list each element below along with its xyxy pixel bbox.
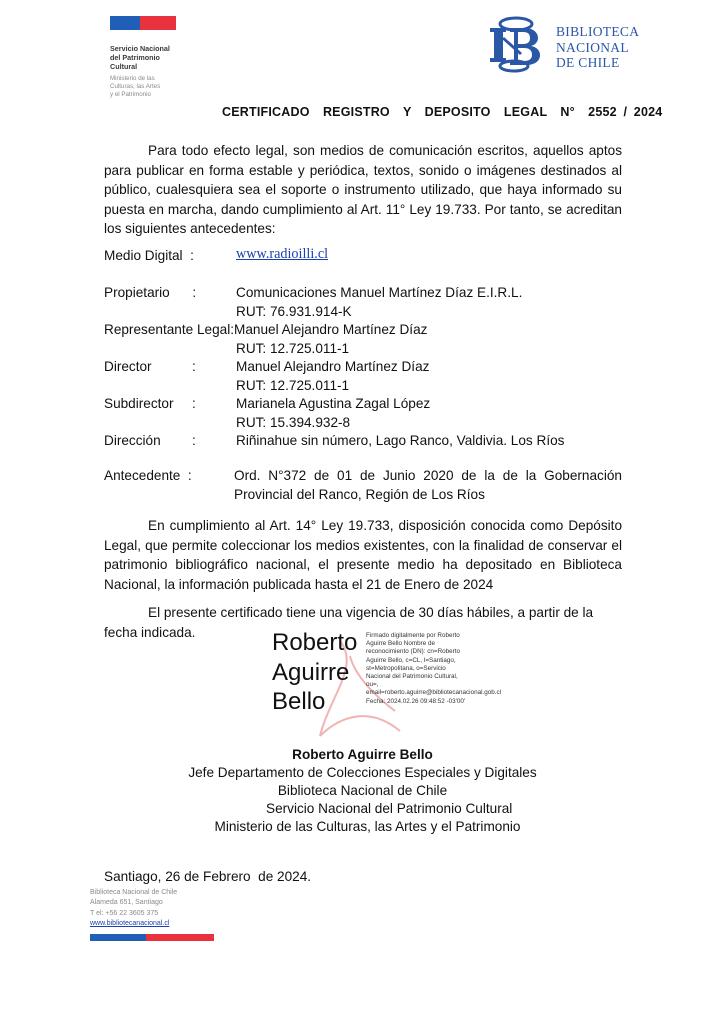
ministry-line: Culturas, las Artes [110,83,161,90]
intro-paragraph [104,141,622,239]
field-label: Subdirector [104,396,174,411]
validity-text: El presente certificado tiene una vigencia de 30 días hábiles, a partir de la fecha indicada. [104,605,594,640]
footer-contact [90,888,177,929]
signature-name-line: Aguirre [272,658,350,686]
institution-line: Servicio Nacional [110,44,170,53]
signature-name-line: Roberto [272,629,358,656]
footer-website-link[interactable]: www.bibliotecanacional.cl [90,919,170,927]
signer-org: Servicio Nacional del Patrimonio Cultural [266,801,513,816]
ministry-line: Ministerio de las [110,75,155,82]
bnc-logo-text [556,24,639,71]
rut-value: RUT: 12.725.011-1 [236,378,350,393]
bnc-logo-line: DE CHILE [556,55,620,70]
institution-name [110,44,230,71]
field-colon: : [192,359,196,374]
field-value: Comunicaciones Manuel Martínez Díaz E.I.R.L. [236,285,523,300]
signer-position: Jefe Departamento de Colecciones Especiales y Digitales [188,765,537,780]
field-label: Representante Legal: [104,322,234,337]
intro-text: Para todo efecto legal, son medios de comunicación escritos, aquellos aptos para publicar en forma estable y periódica, textos, sonido o imágenes destinados al público, cualesquiera sea el soporte o instrumento utilizado, que haya informado su puesta en marcha, dando cumplimiento al Art. 11° Ley 19.733. Por tanto, se acreditan los siguientes antecedentes: [104,143,622,237]
certificate-title: CERTIFICADO REGISTRO Y DEPOSITO LEGAL N° 2552 / 2024 [222,105,663,119]
flag-red-segment [140,16,176,30]
signer-org: Biblioteca Nacional de Chile [277,783,448,798]
field-value: Ord. N°372 de 01 de Junio 2020 de la de la Gobernación Provincial del Ranco, Región de Los Ríos [234,468,622,502]
institution-line: Cultural [110,62,138,71]
flag-bar-logo [110,16,176,30]
footer-line: Biblioteca Nacional de Chile [90,889,178,896]
flag-blue-segment [110,16,140,30]
bnc-monogram-icon [486,15,546,73]
rut-value: RUT: 15.394.932-8 [236,415,351,430]
field-label: Propietario : [104,285,197,300]
field-label: Director [104,359,152,374]
ministry-name [110,75,230,99]
field-value: Manuel Alejandro Martínez Díaz [234,322,428,337]
field-label: Medio Digital : [104,248,194,263]
field-value: Manuel Alejandro Martínez Díaz [236,359,430,374]
institution-line: del Patrimonio [110,53,160,62]
flag-blue-segment [90,934,146,941]
signer-org: Ministerio de las Culturas, las Artes y el Patrimonio [214,819,521,834]
digital-signature-details: Firmado digitalmente por Roberto Aguirre Bello Nombre de reconocimiento (DN): cn=Roberto Aguirre Bello, c=CL, l=Santiago, st=Metropolitana, o=Servicio Nacional del Patrimonio Cultural, ou=, email=roberto.aguirre@bibliotecanacional.gob.cl Fecha: 2024.02.26 09:48:52 -03'00' [366,632,502,705]
field-label: Antecedente : [104,468,192,483]
field-value: Marianela Agustina Zagal López [236,396,431,411]
footer-line: Alameda 651, Santiago [90,899,163,907]
field-value: Riñinahue sin número, Lago Ranco, Valdivia. Los Ríos [236,433,565,448]
footer-flag-bar [90,934,214,941]
signature-name-line: Bello [272,688,326,715]
field-colon: : [192,396,196,411]
field-colon: : [192,433,196,448]
flag-red-segment [146,934,214,941]
deposit-paragraph [104,516,622,594]
rut-value: RUT: 12.725.011-1 [236,341,350,356]
rut-value: RUT: 76.931.914-K [236,304,352,319]
footer-line: T el: +56 22 3605 375 [90,909,159,917]
bnc-logo-line: NACIONAL [556,39,629,55]
medio-digital-link[interactable]: www.radioilli.cl [236,246,329,262]
bnc-logo-line: BIBLIOTECA [556,24,640,39]
ministry-line: y el Patrimonio [110,91,151,98]
deposit-text: En cumplimiento al Art. 14° Ley 19.733, disposición conocida como Depósito Legal, que permite coleccionar los medios existentes, con la finalidad de conservar el patrimonio bibliográfico nacional, el presente medio ha depositado en Biblioteca Nacional, la información publicada hasta el 21 de Enero de 2024 [104,518,622,592]
digital-signature-name [272,628,357,717]
date-line: Santiago, 26 de Febrero de 2024. [104,869,312,884]
signer-name: Roberto Aguirre Bello [292,747,433,762]
field-label: Dirección [104,433,161,448]
